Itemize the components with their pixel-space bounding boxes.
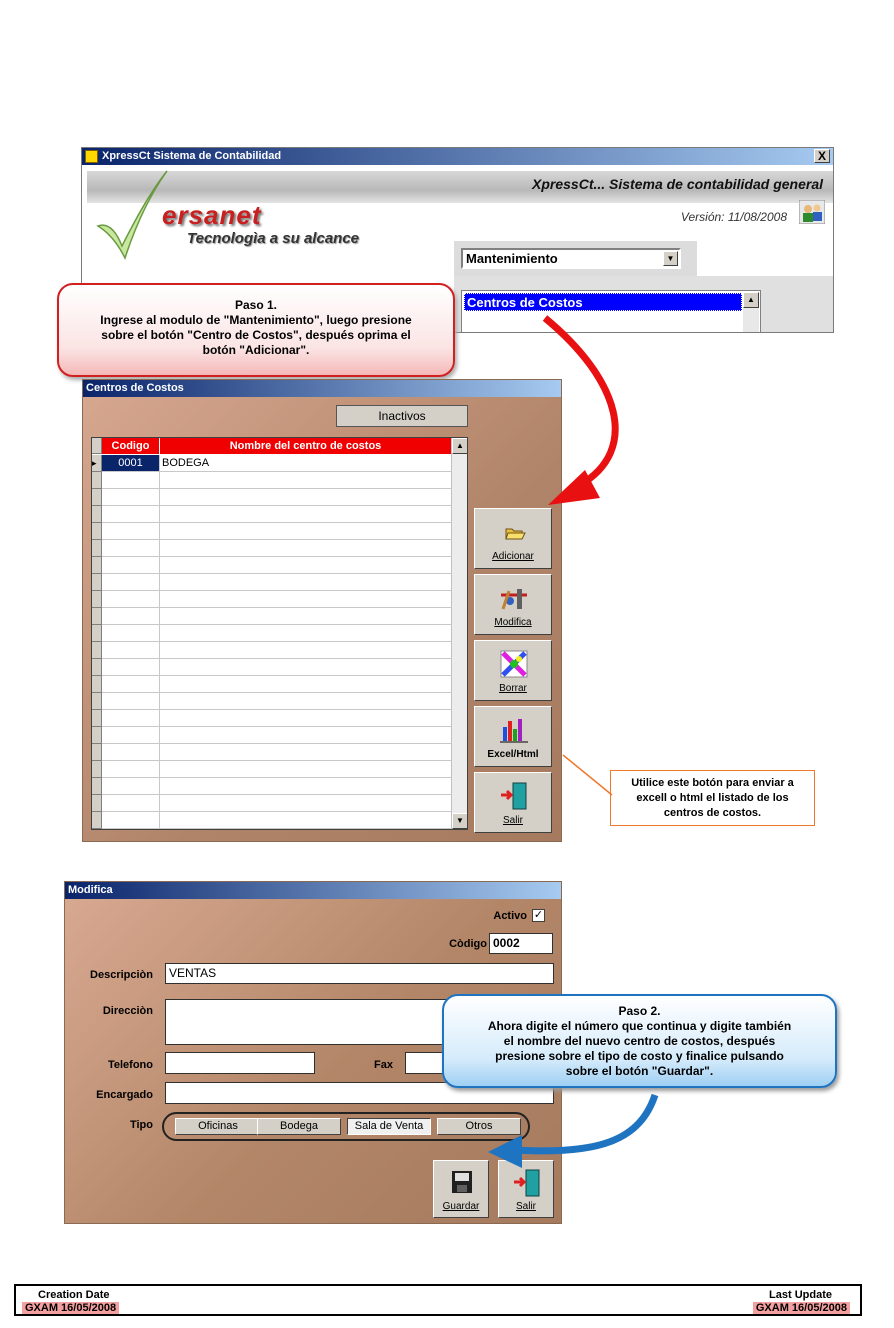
modifica-button[interactable] (474, 574, 552, 635)
cell-codigo[interactable] (102, 659, 160, 675)
module-list-scrollbar[interactable] (743, 292, 759, 332)
bar-chart-icon (497, 715, 531, 745)
callout-step-2-line: el nombre del nuevo centro de costos, después (503, 1034, 776, 1048)
callout-excel (610, 770, 815, 826)
grid-row-selector[interactable] (92, 727, 102, 744)
cell-nombre[interactable] (160, 489, 452, 505)
cell-codigo[interactable] (102, 812, 160, 828)
table-row[interactable] (102, 472, 452, 489)
cell-codigo[interactable] (102, 489, 160, 505)
activo-label: Activo (493, 910, 527, 922)
cell-codigo[interactable] (102, 625, 160, 641)
table-row[interactable] (102, 608, 452, 625)
cell-nombre[interactable] (160, 710, 452, 726)
cell-nombre[interactable] (160, 812, 452, 828)
cell-codigo[interactable] (102, 642, 160, 658)
grid-row-selector[interactable] (92, 472, 102, 489)
grid-row-selector[interactable] (92, 540, 102, 557)
cell-nombre[interactable] (160, 625, 452, 641)
cell-codigo[interactable] (102, 472, 160, 488)
cell-nombre[interactable] (160, 693, 452, 709)
callout-excel-line: centros de costos. (663, 807, 762, 819)
adicionar-button[interactable] (474, 508, 552, 569)
callout-step-2-heading: Paso 2. (618, 1004, 661, 1018)
table-row[interactable] (102, 778, 452, 795)
grid-row-selector[interactable] (92, 523, 102, 540)
grid-row-selector[interactable] (92, 642, 102, 659)
grid-row-selector[interactable] (92, 591, 102, 608)
grid-header-nombre[interactable]: Nombre del centro de costos (160, 438, 452, 454)
cell-nombre[interactable] (160, 574, 452, 590)
creation-date-value: GXAM 16/05/2008 (22, 1302, 119, 1314)
centros-grid[interactable] (91, 437, 468, 830)
cell-nombre[interactable] (160, 540, 452, 556)
table-row[interactable] (102, 693, 452, 710)
last-update-value: GXAM 16/05/2008 (753, 1302, 850, 1314)
cell-codigo[interactable] (102, 540, 160, 556)
modifica-salir-label: Salir (515, 1201, 536, 1212)
grid-row-selector[interactable] (92, 761, 102, 778)
cell-codigo[interactable] (102, 778, 160, 794)
grid-row-selector[interactable] (92, 693, 102, 710)
tipo-label: Tipo (129, 1119, 153, 1131)
app-icon (85, 150, 98, 163)
grid-row-selector[interactable] (92, 710, 102, 727)
centros-window (82, 379, 562, 842)
delete-icon (497, 649, 531, 679)
grid-scrollbar[interactable] (451, 438, 467, 829)
table-row[interactable] (102, 625, 452, 642)
tipo-otros-button[interactable]: Otros (437, 1118, 521, 1135)
table-row[interactable] (102, 455, 452, 472)
cell-codigo[interactable] (102, 506, 160, 522)
borrar-button[interactable] (474, 640, 552, 701)
cell-codigo[interactable] (102, 557, 160, 573)
cell-codigo[interactable] (102, 523, 160, 539)
cell-nombre[interactable] (160, 659, 452, 675)
cell-codigo[interactable] (102, 744, 160, 760)
grid-row-selector[interactable] (92, 506, 102, 523)
users-icon[interactable] (799, 200, 825, 224)
cell-nombre[interactable] (160, 557, 452, 573)
table-row[interactable] (102, 676, 452, 693)
table-row[interactable] (102, 574, 452, 591)
module-list-item-centros[interactable]: Centros de Costos (464, 293, 742, 311)
excel-html-button[interactable] (474, 706, 552, 767)
last-update-label: Last Update (769, 1289, 832, 1301)
adicionar-label: Adicionar (492, 551, 534, 562)
guardar-label: Guardar (442, 1201, 480, 1212)
descripcion-label: Descripciòn (90, 969, 153, 981)
table-row[interactable] (102, 523, 452, 540)
exit-door-icon (511, 1167, 543, 1199)
table-row[interactable] (102, 795, 452, 812)
cell-codigo[interactable] (102, 693, 160, 709)
descripcion-field[interactable]: VENTAS (165, 963, 554, 984)
chevron-down-icon[interactable]: ▼ (663, 251, 678, 266)
cell-nombre[interactable] (160, 676, 452, 692)
borrar-label: Borrar (499, 683, 527, 694)
cell-codigo[interactable] (102, 710, 160, 726)
cell-nombre[interactable] (160, 472, 452, 488)
inactivos-button[interactable]: Inactivos (336, 405, 468, 427)
callout-step-2-line: presione sobre el tipo de costo y finalice pulsando (495, 1049, 784, 1063)
grid-row-selector[interactable] (92, 557, 102, 574)
encargado-label: Encargado (96, 1089, 153, 1101)
grid-corner (92, 438, 102, 454)
callout-step-1-line: botón "Adicionar". (202, 343, 310, 357)
logo-tagline: Tecnologìa a su alcance (187, 230, 360, 247)
callout-excel-line: excell o html el listado de los (636, 792, 789, 804)
callout-step-2-line: Ahora digite el número que continua y digite también (487, 1019, 792, 1033)
scroll-up-icon[interactable]: ▲ (452, 438, 468, 454)
orange-leader-line (563, 755, 612, 795)
table-row[interactable] (102, 744, 452, 761)
salir-label: Salir (502, 815, 523, 826)
table-row[interactable] (102, 591, 452, 608)
tipo-oficinas-button[interactable]: Oficinas (175, 1118, 261, 1135)
cell-nombre[interactable] (160, 523, 452, 539)
modifica-salir-button[interactable] (498, 1160, 554, 1218)
scroll-down-icon[interactable]: ▼ (452, 813, 468, 829)
cell-nombre[interactable] (160, 761, 452, 777)
grid-row-selector[interactable] (92, 574, 102, 591)
grid-row-selector[interactable] (92, 625, 102, 642)
banner-title: XpressCt... Sistema de contabilidad general (532, 176, 823, 192)
grid-row-selector[interactable] (92, 795, 102, 812)
cell-nombre[interactable] (160, 744, 452, 760)
module-list[interactable] (461, 290, 761, 333)
cell-nombre[interactable] (160, 795, 452, 811)
telefono-label: Telefono (107, 1059, 153, 1071)
table-row[interactable] (102, 812, 452, 829)
cell-codigo[interactable] (102, 761, 160, 777)
fax-label: Fax (374, 1059, 393, 1071)
main-window-title: XpressCt Sistema de Contabilidad (102, 150, 282, 162)
cell-nombre[interactable] (160, 591, 452, 607)
grid-row-selector[interactable] (92, 608, 102, 625)
modifica-label: Modifica (494, 617, 532, 628)
cell-codigo[interactable]: 0001 (102, 455, 160, 471)
codigo-label: Còdigo (449, 938, 487, 950)
main-window-titlebar[interactable] (82, 148, 833, 165)
table-row[interactable] (102, 506, 452, 523)
close-button[interactable]: X (814, 149, 830, 163)
guardar-button[interactable] (433, 1160, 489, 1218)
table-row[interactable] (102, 710, 452, 727)
creation-date-label: Creation Date (38, 1289, 110, 1301)
module-select-value: Mantenimiento (466, 251, 558, 266)
callout-excel-line: Utilice este botón para enviar a (631, 777, 794, 789)
grid-row-selector[interactable] (92, 659, 102, 676)
cell-nombre[interactable] (160, 727, 452, 743)
grid-row-selector[interactable] (92, 778, 102, 795)
modifica-window-title[interactable]: Modifica (65, 882, 561, 899)
table-row[interactable] (102, 659, 452, 676)
activo-checkbox[interactable]: ✓ (533, 909, 544, 921)
scroll-up-icon[interactable]: ▲ (743, 292, 759, 308)
cell-codigo[interactable] (102, 727, 160, 743)
cell-nombre[interactable] (160, 778, 452, 794)
logo-text: ersanet (162, 200, 262, 230)
cell-codigo[interactable] (102, 608, 160, 624)
cell-nombre[interactable] (160, 608, 452, 624)
tipo-bodega-button[interactable]: Bodega (257, 1118, 341, 1135)
tools-icon (497, 583, 531, 613)
grid-row-selector[interactable] (92, 676, 102, 693)
cell-nombre[interactable] (160, 642, 452, 658)
direccion-label: Direcciòn (102, 1005, 153, 1017)
callout-step-1-heading: Paso 1. (234, 298, 278, 312)
cell-codigo[interactable] (102, 591, 160, 607)
table-row[interactable] (102, 642, 452, 659)
cell-codigo[interactable] (102, 574, 160, 590)
cell-nombre[interactable]: BODEGA (160, 455, 452, 471)
callout-step-1 (57, 283, 455, 377)
cell-nombre[interactable] (160, 506, 452, 522)
callout-step-1-line: Ingrese al modulo de "Mantenimiento", luego presione (100, 313, 412, 327)
codigo-field[interactable]: 0002 (489, 933, 553, 954)
grid-header-codigo[interactable]: Codigo (102, 438, 160, 454)
cell-codigo[interactable] (102, 795, 160, 811)
excel-html-label: Excel/Html (487, 749, 539, 760)
grid-row-selector[interactable]: ▸ (92, 455, 102, 472)
telefono-field[interactable] (165, 1052, 315, 1074)
floppy-disk-icon (446, 1167, 478, 1199)
centros-window-title[interactable]: Centros de Costos (83, 380, 561, 397)
versanet-checkmark-logo (92, 166, 432, 266)
table-row[interactable] (102, 727, 452, 744)
tipo-sala-de-venta-button[interactable]: Sala de Venta (347, 1118, 431, 1135)
table-row[interactable] (102, 557, 452, 574)
version-label: Versión: 11/08/2008 (680, 210, 787, 224)
cell-codigo[interactable] (102, 676, 160, 692)
document-footer (14, 1284, 862, 1316)
table-row[interactable] (102, 489, 452, 506)
table-row[interactable] (102, 761, 452, 778)
callout-step-2 (442, 994, 837, 1088)
grid-row-selector[interactable] (92, 489, 102, 506)
callout-step-1-line: sobre el botón "Centro de Costos", después oprima el (101, 328, 411, 342)
grid-row-selector[interactable] (92, 744, 102, 761)
table-row[interactable] (102, 540, 452, 557)
callout-step-2-line: sobre el botón "Guardar". (565, 1064, 714, 1078)
grid-row-selector[interactable] (92, 812, 102, 829)
salir-button[interactable] (474, 772, 552, 833)
open-folder-icon (497, 517, 531, 547)
exit-door-icon (497, 781, 531, 811)
module-select[interactable] (461, 248, 681, 269)
